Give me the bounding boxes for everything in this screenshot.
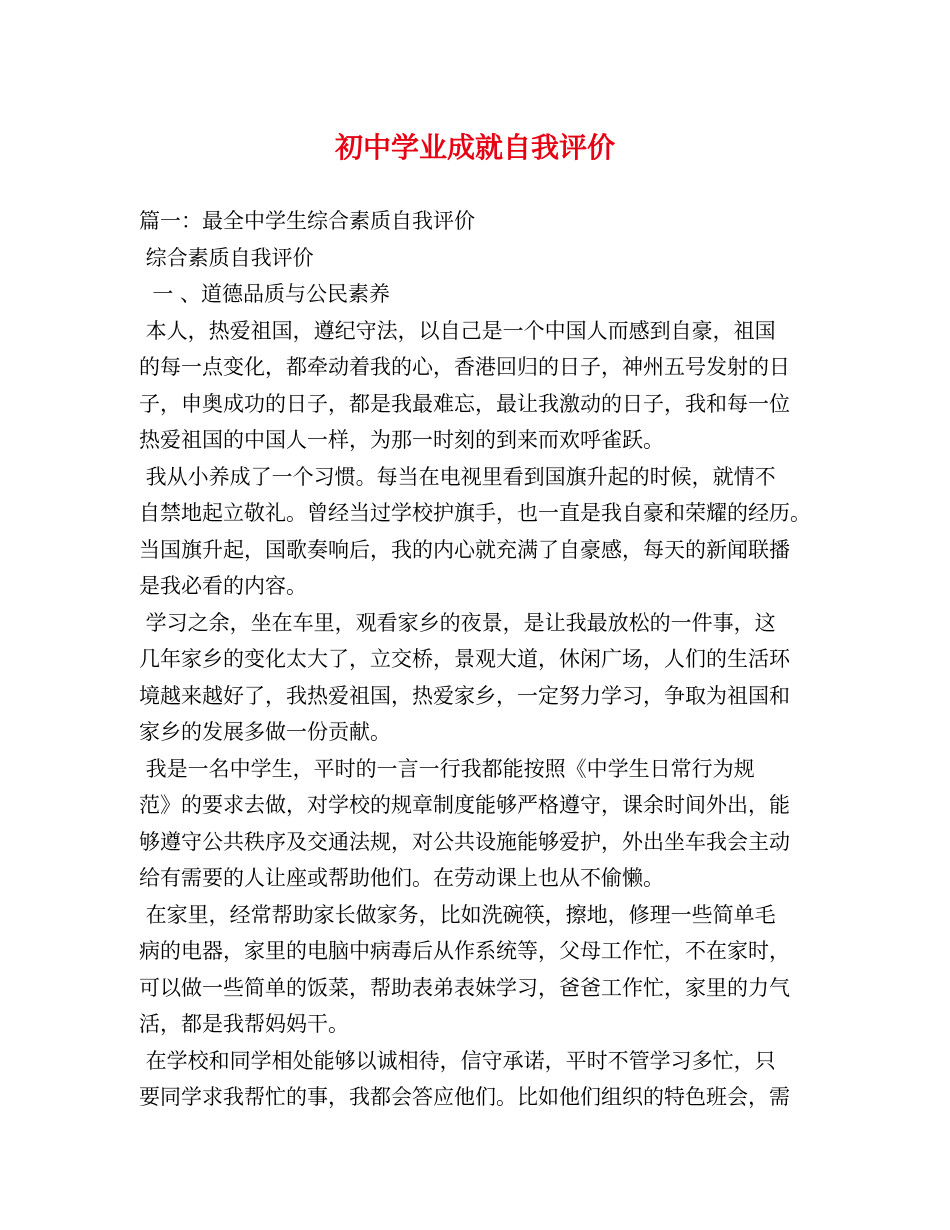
- body-line: 给有需要的人让座或帮助他们。在劳动课上也从不偷懒。: [139, 866, 664, 890]
- body-line: 自禁地起立敬礼。曾经当过学校护旗手，也一直是我自豪和荣耀的经历。: [139, 501, 811, 525]
- body-line: 可以做一些简单的饭菜，帮助表弟表妹学习，爸爸工作忙，家里的力气: [139, 975, 790, 1000]
- body-line: 境越来越好了，我热爱祖国，热爱家乡，一定努力学习，争取为祖国和: [139, 683, 790, 708]
- body-line: 范》的要求去做，对学校的规章制度能够严格遵守，课余时间外出，能: [139, 793, 790, 817]
- body-line: 够遵守公共秩序及交通法规，对公共设施能够爱护，外出坐车我会主动: [139, 829, 790, 854]
- document-body: [139, 203, 819, 1116]
- subheading: 综合素质自我评价: [139, 245, 314, 270]
- subsection-heading: 一 、道德品质与公民素养: [139, 282, 391, 306]
- body-line: 子，申奥成功的日子，都是我最难忘，最让我激动的日子，我和每一位: [139, 391, 790, 416]
- body-line: 活，都是我帮妈妈干。: [139, 1012, 349, 1036]
- body-line: 热爱祖国的中国人一样，为那一时刻的到来而欢呼雀跃。: [139, 428, 664, 452]
- body-line: 在家里，经常帮助家长做家务，比如洗碗筷，擦地，修理一些简单毛: [139, 902, 776, 927]
- body-line: 是我必看的内容。: [139, 574, 307, 598]
- document-title: 初中学业成就自我评价: [334, 131, 615, 164]
- body-line: 学习之余，坐在车里，观看家乡的夜景，是让我最放松的一件事，这: [139, 610, 776, 635]
- section-heading: 篇一：最全中学生综合素质自我评价: [139, 209, 475, 233]
- body-line: 本人，热爱祖国，遵纪守法，以自己是一个中国人而感到自豪，祖国: [139, 318, 776, 343]
- body-line: 几年家乡的变化太大了，立交桥，景观大道，休闲广场，人们的生活环: [139, 647, 790, 671]
- body-line: 的每一点变化，都牵动着我的心，香港回归的日子，神州五号发射的日: [139, 355, 790, 379]
- body-line: 家乡的发展多做一份贡献。: [139, 720, 391, 744]
- body-line: 当国旗升起，国歌奏响后，我的内心就充满了自豪感，每天的新闻联播: [139, 537, 790, 562]
- body-line: 病的电器，家里的电脑中病毒后从作系统等，父母工作忙，不在家时，: [139, 939, 790, 963]
- body-line: 在学校和同学相处能够以诚相待，信守承诺，平时不管学习多忙，只: [139, 1048, 776, 1073]
- body-line: 我是一名中学生，平时的一言一行我都能按照《中学生日常行为规: [139, 756, 755, 781]
- body-line: 要同学求我帮忙的事，我都会答应他们。比如他们组织的特色班会，需: [139, 1085, 790, 1109]
- body-line: 我从小养成了一个习惯。每当在电视里看到国旗升起的时候，就情不: [139, 464, 776, 489]
